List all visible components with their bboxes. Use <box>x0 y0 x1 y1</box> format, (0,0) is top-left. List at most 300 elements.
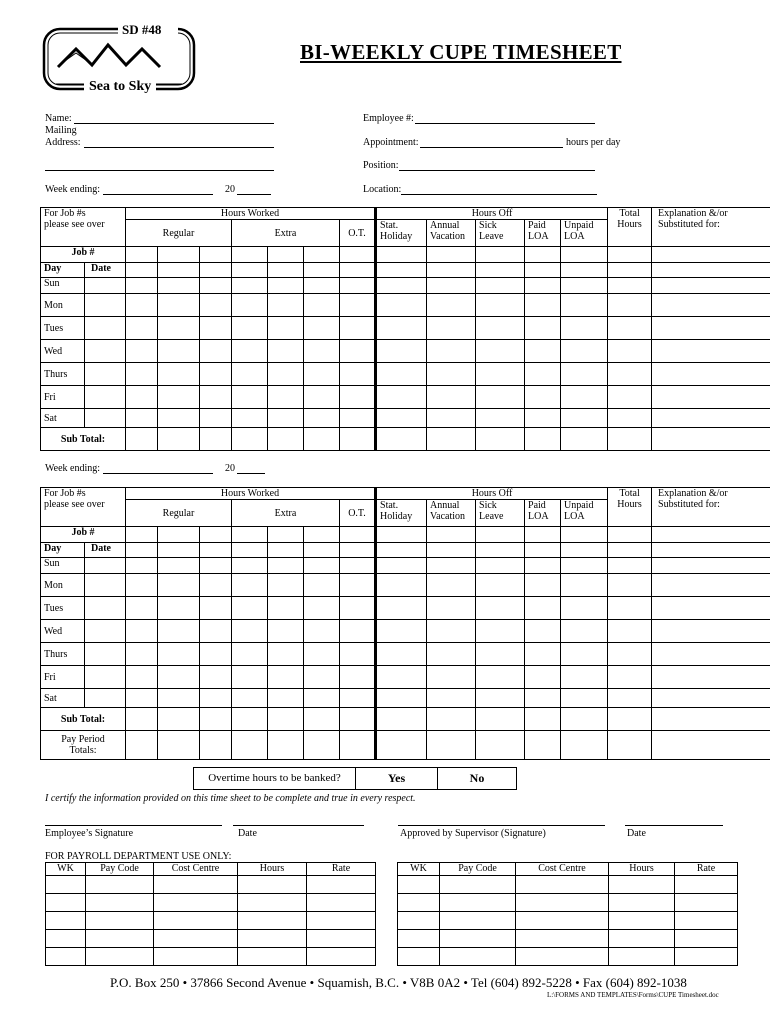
cell[interactable] <box>200 317 232 340</box>
cell[interactable] <box>525 386 561 409</box>
cell[interactable] <box>46 930 86 948</box>
cell[interactable] <box>232 340 268 363</box>
cell[interactable] <box>232 428 268 451</box>
cell[interactable] <box>525 527 561 543</box>
cell[interactable] <box>340 428 376 451</box>
cell[interactable] <box>652 409 770 428</box>
cell[interactable] <box>440 912 516 930</box>
cell[interactable] <box>561 247 608 263</box>
cell[interactable] <box>525 558 561 574</box>
cell[interactable] <box>608 409 652 428</box>
name-field[interactable] <box>74 123 274 124</box>
cell[interactable] <box>268 666 304 689</box>
cell[interactable] <box>561 620 608 643</box>
cell[interactable] <box>427 363 476 386</box>
cell[interactable] <box>232 527 268 543</box>
cell[interactable] <box>675 894 738 912</box>
cell[interactable] <box>376 689 427 708</box>
cell[interactable] <box>340 340 376 363</box>
cell[interactable] <box>476 527 525 543</box>
cell[interactable] <box>126 294 158 317</box>
cell[interactable] <box>86 948 154 966</box>
cell[interactable] <box>86 912 154 930</box>
cell[interactable] <box>376 731 427 760</box>
cell[interactable] <box>608 527 652 543</box>
cell[interactable] <box>304 620 340 643</box>
cell[interactable] <box>158 363 200 386</box>
cell[interactable] <box>376 597 427 620</box>
cell[interactable] <box>200 263 232 278</box>
cell[interactable] <box>200 409 232 428</box>
cell[interactable] <box>476 247 525 263</box>
cell[interactable] <box>126 558 158 574</box>
cell[interactable] <box>340 543 376 558</box>
cell[interactable] <box>525 643 561 666</box>
cell[interactable] <box>200 597 232 620</box>
cell[interactable] <box>232 643 268 666</box>
cell[interactable] <box>476 558 525 574</box>
cell[interactable] <box>476 689 525 708</box>
cell[interactable] <box>86 894 154 912</box>
cell[interactable] <box>476 409 525 428</box>
cell[interactable] <box>200 527 232 543</box>
cell[interactable] <box>232 278 268 294</box>
cell[interactable] <box>561 731 608 760</box>
cell[interactable] <box>652 558 770 574</box>
cell[interactable] <box>200 294 232 317</box>
cell[interactable] <box>200 340 232 363</box>
cell[interactable] <box>158 340 200 363</box>
cell[interactable] <box>232 620 268 643</box>
cell[interactable] <box>440 876 516 894</box>
cell[interactable] <box>154 876 238 894</box>
cell[interactable] <box>340 643 376 666</box>
cell[interactable] <box>200 643 232 666</box>
cell[interactable] <box>561 278 608 294</box>
year-field[interactable] <box>237 194 271 195</box>
cell[interactable] <box>561 574 608 597</box>
cell[interactable] <box>608 620 652 643</box>
cell[interactable] <box>525 708 561 731</box>
cell[interactable] <box>652 643 770 666</box>
cell[interactable] <box>304 428 340 451</box>
date-cell[interactable] <box>85 689 126 708</box>
position-field[interactable] <box>399 170 595 171</box>
cell[interactable] <box>516 948 609 966</box>
cell[interactable] <box>304 689 340 708</box>
cell[interactable] <box>46 894 86 912</box>
cell[interactable] <box>608 574 652 597</box>
cell[interactable] <box>675 930 738 948</box>
cell[interactable] <box>268 263 304 278</box>
date-cell[interactable] <box>85 386 126 409</box>
cell[interactable] <box>158 543 200 558</box>
cell[interactable] <box>238 912 307 930</box>
cell[interactable] <box>376 294 427 317</box>
date-cell[interactable] <box>85 643 126 666</box>
appointment-field[interactable] <box>420 147 563 148</box>
cell[interactable] <box>525 263 561 278</box>
cell[interactable] <box>340 263 376 278</box>
cell[interactable] <box>268 527 304 543</box>
cell[interactable] <box>427 574 476 597</box>
cell[interactable] <box>516 912 609 930</box>
week2-year-field[interactable] <box>237 473 265 474</box>
cell[interactable] <box>86 876 154 894</box>
cell[interactable] <box>340 689 376 708</box>
cell[interactable] <box>304 574 340 597</box>
cell[interactable] <box>561 689 608 708</box>
cell[interactable] <box>232 363 268 386</box>
cell[interactable] <box>232 597 268 620</box>
cell[interactable] <box>158 428 200 451</box>
date-cell[interactable] <box>85 574 126 597</box>
cell[interactable] <box>126 643 158 666</box>
cell[interactable] <box>158 689 200 708</box>
cell[interactable] <box>158 731 200 760</box>
cell[interactable] <box>427 527 476 543</box>
cell[interactable] <box>340 666 376 689</box>
cell[interactable] <box>200 666 232 689</box>
cell[interactable] <box>268 317 304 340</box>
cell[interactable] <box>476 363 525 386</box>
cell[interactable] <box>525 409 561 428</box>
cell[interactable] <box>476 708 525 731</box>
cell[interactable] <box>376 428 427 451</box>
cell[interactable] <box>304 363 340 386</box>
cell[interactable] <box>525 363 561 386</box>
cell[interactable] <box>126 689 158 708</box>
cell[interactable] <box>561 340 608 363</box>
cell[interactable] <box>200 708 232 731</box>
cell[interactable] <box>158 558 200 574</box>
cell[interactable] <box>652 340 770 363</box>
cell[interactable] <box>158 263 200 278</box>
cell[interactable] <box>268 543 304 558</box>
cell[interactable] <box>376 558 427 574</box>
cell[interactable] <box>376 317 427 340</box>
employee-date-line[interactable] <box>233 825 364 826</box>
cell[interactable] <box>476 340 525 363</box>
cell[interactable] <box>608 643 652 666</box>
cell[interactable] <box>232 317 268 340</box>
cell[interactable] <box>376 340 427 363</box>
cell[interactable] <box>340 597 376 620</box>
cell[interactable] <box>476 574 525 597</box>
cell[interactable] <box>376 263 427 278</box>
cell[interactable] <box>340 363 376 386</box>
cell[interactable] <box>561 428 608 451</box>
cell[interactable] <box>340 527 376 543</box>
cell[interactable] <box>376 409 427 428</box>
cell[interactable] <box>525 317 561 340</box>
cell[interactable] <box>376 574 427 597</box>
cell[interactable] <box>427 428 476 451</box>
cell[interactable] <box>268 689 304 708</box>
cell[interactable] <box>608 543 652 558</box>
cell[interactable] <box>46 912 86 930</box>
cell[interactable] <box>525 620 561 643</box>
cell[interactable] <box>376 643 427 666</box>
cell[interactable] <box>561 409 608 428</box>
cell[interactable] <box>561 363 608 386</box>
cell[interactable] <box>561 386 608 409</box>
cell[interactable] <box>675 948 738 966</box>
cell[interactable] <box>158 247 200 263</box>
cell[interactable] <box>427 263 476 278</box>
date-cell[interactable] <box>85 294 126 317</box>
cell[interactable] <box>476 317 525 340</box>
cell[interactable] <box>561 708 608 731</box>
cell[interactable] <box>340 386 376 409</box>
cell[interactable] <box>200 620 232 643</box>
cell[interactable] <box>476 620 525 643</box>
cell[interactable] <box>427 409 476 428</box>
cell[interactable] <box>154 894 238 912</box>
cell[interactable] <box>376 666 427 689</box>
cell[interactable] <box>126 409 158 428</box>
cell[interactable] <box>158 527 200 543</box>
cell[interactable] <box>608 731 652 760</box>
cell[interactable] <box>525 666 561 689</box>
date-cell[interactable] <box>85 666 126 689</box>
cell[interactable] <box>268 428 304 451</box>
cell[interactable] <box>525 543 561 558</box>
cell[interactable] <box>340 620 376 643</box>
cell[interactable] <box>340 409 376 428</box>
cell[interactable] <box>200 247 232 263</box>
cell[interactable] <box>427 689 476 708</box>
cell[interactable] <box>398 876 440 894</box>
cell[interactable] <box>200 689 232 708</box>
cell[interactable] <box>158 294 200 317</box>
cell[interactable] <box>238 876 307 894</box>
cell[interactable] <box>126 263 158 278</box>
cell[interactable] <box>126 363 158 386</box>
cell[interactable] <box>307 912 376 930</box>
cell[interactable] <box>398 948 440 966</box>
cell[interactable] <box>476 597 525 620</box>
cell[interactable] <box>476 278 525 294</box>
cell[interactable] <box>652 689 770 708</box>
cell[interactable] <box>652 574 770 597</box>
cell[interactable] <box>608 428 652 451</box>
cell[interactable] <box>340 247 376 263</box>
cell[interactable] <box>200 543 232 558</box>
cell[interactable] <box>158 278 200 294</box>
cell[interactable] <box>652 708 770 731</box>
cell[interactable] <box>608 558 652 574</box>
cell[interactable] <box>304 543 340 558</box>
cell[interactable] <box>427 620 476 643</box>
cell[interactable] <box>126 666 158 689</box>
cell[interactable] <box>200 574 232 597</box>
cell[interactable] <box>268 643 304 666</box>
cell[interactable] <box>376 527 427 543</box>
supervisor-date-line[interactable] <box>625 825 723 826</box>
cell[interactable] <box>608 278 652 294</box>
cell[interactable] <box>304 643 340 666</box>
cell[interactable] <box>126 708 158 731</box>
cell[interactable] <box>476 428 525 451</box>
cell[interactable] <box>200 428 232 451</box>
cell[interactable] <box>427 558 476 574</box>
cell[interactable] <box>126 386 158 409</box>
cell[interactable] <box>376 247 427 263</box>
date-cell[interactable] <box>85 317 126 340</box>
cell[interactable] <box>158 409 200 428</box>
cell[interactable] <box>440 894 516 912</box>
cell[interactable] <box>340 574 376 597</box>
cell[interactable] <box>652 363 770 386</box>
cell[interactable] <box>609 948 675 966</box>
cell[interactable] <box>561 317 608 340</box>
cell[interactable] <box>304 386 340 409</box>
cell[interactable] <box>476 386 525 409</box>
cell[interactable] <box>307 930 376 948</box>
cell[interactable] <box>525 340 561 363</box>
cell[interactable] <box>427 386 476 409</box>
cell[interactable] <box>427 247 476 263</box>
date-cell[interactable] <box>85 340 126 363</box>
cell[interactable] <box>268 708 304 731</box>
cell[interactable] <box>608 263 652 278</box>
cell[interactable] <box>126 597 158 620</box>
employee-signature-line[interactable] <box>45 825 222 826</box>
cell[interactable] <box>608 666 652 689</box>
cell[interactable] <box>158 666 200 689</box>
cell[interactable] <box>232 409 268 428</box>
cell[interactable] <box>609 930 675 948</box>
cell[interactable] <box>158 708 200 731</box>
cell[interactable] <box>304 558 340 574</box>
week-ending-field[interactable] <box>103 194 213 195</box>
cell[interactable] <box>268 597 304 620</box>
cell[interactable] <box>200 558 232 574</box>
cell[interactable] <box>232 386 268 409</box>
cell[interactable] <box>608 340 652 363</box>
cell[interactable] <box>304 527 340 543</box>
cell[interactable] <box>608 294 652 317</box>
cell[interactable] <box>376 386 427 409</box>
cell[interactable] <box>608 247 652 263</box>
cell[interactable] <box>268 409 304 428</box>
cell[interactable] <box>398 930 440 948</box>
cell[interactable] <box>652 666 770 689</box>
cell[interactable] <box>158 620 200 643</box>
cell[interactable] <box>427 708 476 731</box>
cell[interactable] <box>200 278 232 294</box>
cell[interactable] <box>268 247 304 263</box>
cell[interactable] <box>561 643 608 666</box>
cell[interactable] <box>427 643 476 666</box>
cell[interactable] <box>268 558 304 574</box>
cell[interactable] <box>154 930 238 948</box>
cell[interactable] <box>525 428 561 451</box>
cell[interactable] <box>609 912 675 930</box>
cell[interactable] <box>652 620 770 643</box>
cell[interactable] <box>126 620 158 643</box>
cell[interactable] <box>440 948 516 966</box>
cell[interactable] <box>340 317 376 340</box>
cell[interactable] <box>652 278 770 294</box>
cell[interactable] <box>268 620 304 643</box>
cell[interactable] <box>525 689 561 708</box>
cell[interactable] <box>476 294 525 317</box>
cell[interactable] <box>652 543 770 558</box>
cell[interactable] <box>304 731 340 760</box>
no-option[interactable]: No <box>438 768 517 790</box>
yes-option[interactable]: Yes <box>356 768 438 790</box>
cell[interactable] <box>376 708 427 731</box>
cell[interactable] <box>232 574 268 597</box>
cell[interactable] <box>126 278 158 294</box>
cell[interactable] <box>304 340 340 363</box>
cell[interactable] <box>609 894 675 912</box>
cell[interactable] <box>376 363 427 386</box>
cell[interactable] <box>652 386 770 409</box>
cell[interactable] <box>340 278 376 294</box>
cell[interactable] <box>608 708 652 731</box>
cell[interactable] <box>232 708 268 731</box>
cell[interactable] <box>126 247 158 263</box>
cell[interactable] <box>525 597 561 620</box>
cell[interactable] <box>516 894 609 912</box>
cell[interactable] <box>158 386 200 409</box>
date-cell[interactable] <box>85 558 126 574</box>
cell[interactable] <box>304 278 340 294</box>
date-cell[interactable] <box>85 363 126 386</box>
cell[interactable] <box>427 597 476 620</box>
cell[interactable] <box>268 574 304 597</box>
location-field[interactable] <box>401 194 597 195</box>
cell[interactable] <box>340 294 376 317</box>
cell[interactable] <box>427 340 476 363</box>
cell[interactable] <box>652 597 770 620</box>
address-field-2[interactable] <box>45 170 274 171</box>
cell[interactable] <box>652 317 770 340</box>
cell[interactable] <box>608 317 652 340</box>
cell[interactable] <box>652 527 770 543</box>
cell[interactable] <box>340 708 376 731</box>
week2-ending-field[interactable] <box>103 473 213 474</box>
cell[interactable] <box>561 666 608 689</box>
cell[interactable] <box>154 912 238 930</box>
cell[interactable] <box>340 558 376 574</box>
cell[interactable] <box>232 247 268 263</box>
cell[interactable] <box>126 543 158 558</box>
cell[interactable] <box>232 689 268 708</box>
cell[interactable] <box>516 876 609 894</box>
cell[interactable] <box>307 876 376 894</box>
cell[interactable] <box>525 294 561 317</box>
cell[interactable] <box>476 263 525 278</box>
cell[interactable] <box>652 294 770 317</box>
cell[interactable] <box>126 340 158 363</box>
cell[interactable] <box>304 247 340 263</box>
cell[interactable] <box>268 278 304 294</box>
cell[interactable] <box>652 428 770 451</box>
date-cell[interactable] <box>85 409 126 428</box>
cell[interactable] <box>232 294 268 317</box>
cell[interactable] <box>268 363 304 386</box>
cell[interactable] <box>376 278 427 294</box>
date-cell[interactable] <box>85 620 126 643</box>
cell[interactable] <box>268 294 304 317</box>
cell[interactable] <box>340 731 376 760</box>
cell[interactable] <box>561 527 608 543</box>
cell[interactable] <box>376 543 427 558</box>
